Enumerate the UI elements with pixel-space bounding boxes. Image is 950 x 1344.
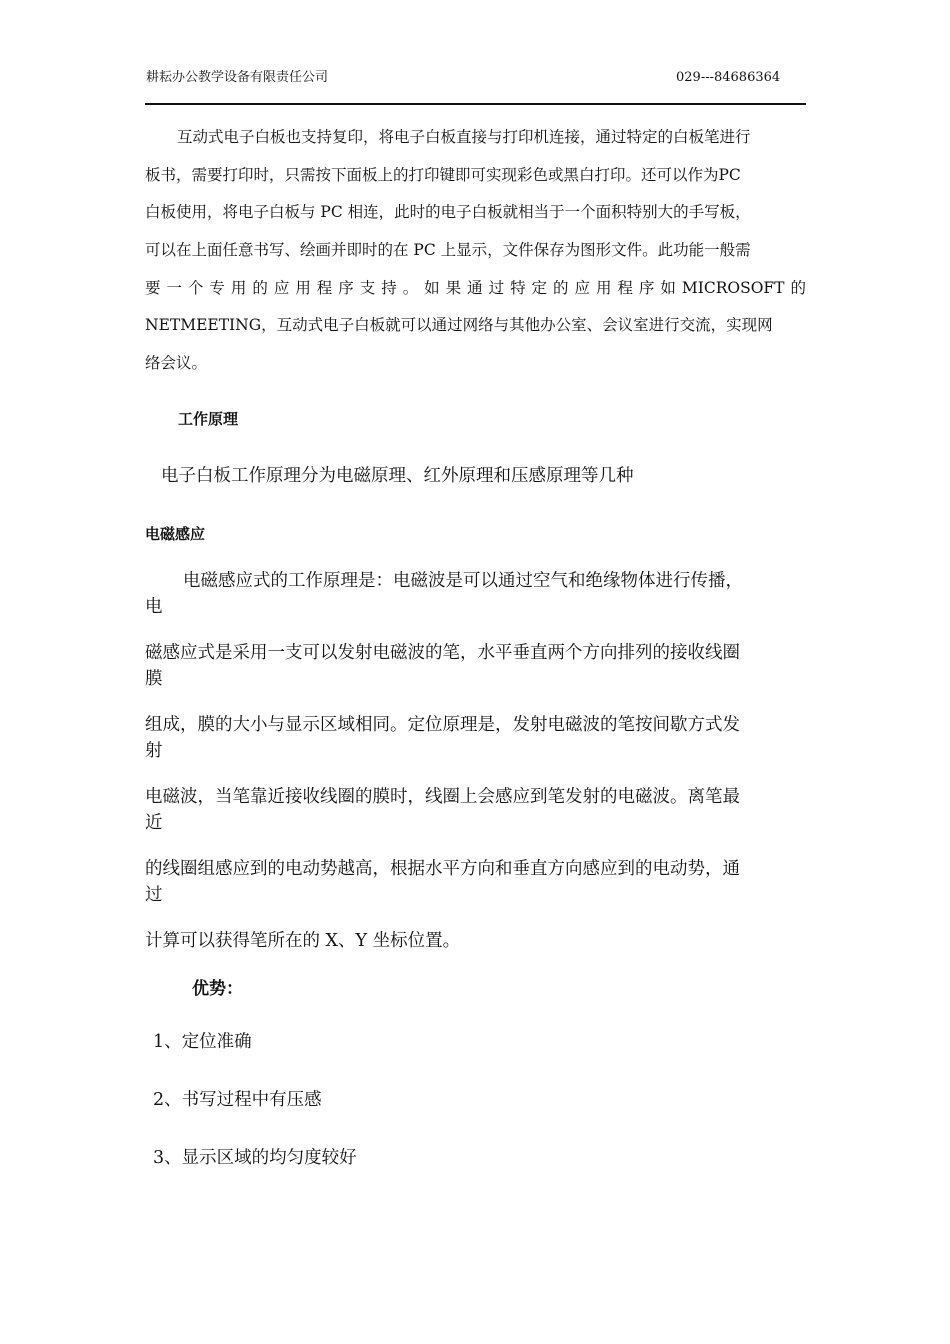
advantage-item: 1、定位准确 — [153, 1032, 252, 1052]
advantages-heading: 优势： — [192, 979, 243, 999]
advantage-item: 2、书写过程中有压感 — [153, 1090, 322, 1110]
intro-line: 互动式电子白板也支持复印，将电子白板直接与打印机连接，通过特定的白板笔进行 — [177, 128, 751, 146]
intro-paragraph — [145, 119, 806, 383]
em-text-line: 计算可以获得笔所在的 X、Y 坐标位置。 — [145, 931, 461, 951]
advantage-item: 3、显示区域的均匀度较好 — [153, 1148, 357, 1168]
intro-line: 要一个专用的应用程序支持。如果通过特定的应用程序如MICROSOFT的 — [145, 278, 806, 297]
em-heading: 电磁感应 — [145, 525, 206, 543]
intro-line: 白板使用，将电子白板与 PC 相连，此时的电子白板就相当于一个面积特别大的手写板， — [145, 203, 751, 222]
intro-line: 可以在上面任意书写、绘画并即时的在 PC 上显示，文件保存为图形文件。此功能一般需 — [145, 241, 751, 260]
principle-heading: 工作原理 — [178, 410, 239, 428]
principle-summary: 电子白板工作原理分为电磁原理、红外原理和压感原理等几种 — [161, 466, 634, 486]
em-text-line: 的线圈组感应到的电动势越高，根据水平方向和垂直方向感应到的电动势，通 — [145, 859, 740, 879]
header-company-name: 耕耘办公教学设备有限责任公司 — [146, 70, 329, 85]
intro-line: 络会议。 — [145, 354, 208, 373]
em-text-line: 磁感应式是采用一支可以发射电磁波的笔，水平垂直两个方向排列的接收线圈 — [145, 643, 740, 663]
header-divider — [145, 103, 806, 105]
em-text-line: 膜 — [145, 669, 163, 689]
em-text-line: 电 — [145, 597, 163, 617]
header-phone-number: 029---84686364 — [676, 70, 781, 85]
intro-line: 板书，需要打印时，只需按下面板上的打印键即可实现彩色或黑白打印。还可以作为PC — [145, 165, 741, 184]
em-text-line: 电磁感应式的工作原理是：电磁波是可以通过空气和绝缘物体进行传播， — [183, 571, 743, 591]
em-text-line: 过 — [145, 885, 163, 905]
em-text-line: 射 — [145, 741, 163, 761]
em-text-line: 组成，膜的大小与显示区域相同。定位原理是，发射电磁波的笔按间歇方式发 — [145, 715, 740, 735]
em-text-line: 近 — [145, 813, 163, 833]
em-text-line: 电磁波，当笔靠近接收线圈的膜时，线圈上会感应到笔发射的电磁波。离笔最 — [145, 787, 740, 807]
intro-line: NETMEETING，互动式电子白板就可以通过网络与其他办公室、会议室进行交流，实现网 — [145, 316, 773, 335]
